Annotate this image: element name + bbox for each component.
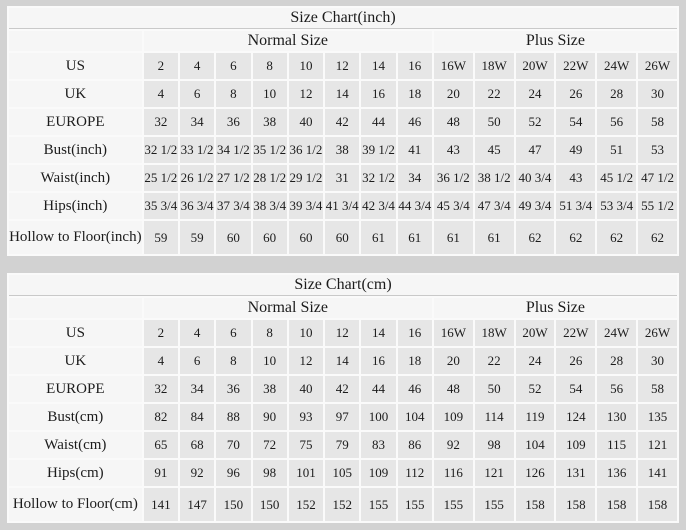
- size-value-cell: 16: [398, 53, 432, 79]
- size-value-cell: 98: [475, 432, 514, 458]
- size-value-cell: 54: [556, 376, 595, 402]
- size-value-cell: 61: [475, 221, 514, 254]
- size-value-cell: 158: [638, 488, 677, 521]
- size-value-cell: 109: [434, 404, 473, 430]
- size-value-cell: 26 1/2: [180, 165, 214, 191]
- size-value-cell: 104: [516, 432, 555, 458]
- size-value-cell: 97: [325, 404, 359, 430]
- group-header: Plus Size: [434, 31, 677, 51]
- row-label: Hollow to Floor(cm): [9, 488, 142, 521]
- size-value-cell: 62: [516, 221, 555, 254]
- size-value-cell: 47 3/4: [475, 193, 514, 219]
- size-value-cell: 91: [144, 460, 178, 486]
- size-value-cell: 56: [597, 109, 636, 135]
- size-value-cell: 40: [289, 376, 323, 402]
- size-value-cell: 90: [253, 404, 287, 430]
- size-value-cell: 24W: [597, 53, 636, 79]
- size-value-cell: 38: [253, 376, 287, 402]
- size-value-cell: 68: [180, 432, 214, 458]
- size-value-cell: 30: [638, 348, 677, 374]
- row-label: Waist(cm): [9, 432, 142, 458]
- size-value-cell: 46: [398, 376, 432, 402]
- size-value-cell: 72: [253, 432, 287, 458]
- size-value-cell: 20: [434, 348, 473, 374]
- size-value-cell: 22W: [556, 53, 595, 79]
- size-value-cell: 44 3/4: [398, 193, 432, 219]
- chart-title-row: [9, 8, 677, 29]
- size-value-cell: 38 1/2: [475, 165, 514, 191]
- size-value-cell: 59: [144, 221, 178, 254]
- size-value-cell: 62: [638, 221, 677, 254]
- size-value-cell: 8: [216, 348, 250, 374]
- size-value-cell: 45: [475, 137, 514, 163]
- size-value-cell: 24W: [597, 320, 636, 346]
- size-value-cell: 48: [434, 376, 473, 402]
- table-row: [9, 320, 677, 346]
- size-value-cell: 150: [253, 488, 287, 521]
- size-value-cell: 6: [180, 348, 214, 374]
- size-value-cell: 45 3/4: [434, 193, 473, 219]
- size-value-cell: 82: [144, 404, 178, 430]
- size-value-cell: 86: [398, 432, 432, 458]
- size-value-cell: 115: [597, 432, 636, 458]
- size-value-cell: 79: [325, 432, 359, 458]
- size-value-cell: 84: [180, 404, 214, 430]
- size-value-cell: 158: [556, 488, 595, 521]
- table-row: [9, 376, 677, 402]
- size-value-cell: 8: [216, 81, 250, 107]
- size-value-cell: 62: [556, 221, 595, 254]
- table-row: [9, 404, 677, 430]
- size-value-cell: 35 3/4: [144, 193, 178, 219]
- size-value-cell: 75: [289, 432, 323, 458]
- size-value-cell: 41: [398, 137, 432, 163]
- size-value-cell: 4: [144, 348, 178, 374]
- size-value-cell: 44: [361, 109, 395, 135]
- corner-cell: [9, 31, 142, 51]
- table-row: [9, 460, 677, 486]
- row-label: UK: [9, 348, 142, 374]
- corner-cell: [9, 298, 142, 318]
- size-value-cell: 6: [216, 320, 250, 346]
- size-value-cell: 14: [361, 320, 395, 346]
- size-value-cell: 141: [144, 488, 178, 521]
- size-value-cell: 121: [638, 432, 677, 458]
- size-value-cell: 38: [253, 109, 287, 135]
- size-value-cell: 93: [289, 404, 323, 430]
- size-value-cell: 60: [325, 221, 359, 254]
- size-value-cell: 10: [253, 81, 287, 107]
- size-value-cell: 36 1/2: [434, 165, 473, 191]
- row-label: Bust(cm): [9, 404, 142, 430]
- size-value-cell: 26W: [638, 53, 677, 79]
- size-value-cell: 14: [325, 81, 359, 107]
- size-value-cell: 58: [638, 376, 677, 402]
- size-value-cell: 126: [516, 460, 555, 486]
- size-value-cell: 70: [216, 432, 250, 458]
- row-label: Hips(inch): [9, 193, 142, 219]
- size-value-cell: 59: [180, 221, 214, 254]
- size-value-cell: 60: [253, 221, 287, 254]
- size-value-cell: 136: [597, 460, 636, 486]
- size-value-cell: 92: [180, 460, 214, 486]
- size-value-cell: 50: [475, 376, 514, 402]
- table-row: [9, 432, 677, 458]
- chart-title: Size Chart(cm): [9, 275, 677, 296]
- size-value-cell: 109: [556, 432, 595, 458]
- size-value-cell: 28: [597, 81, 636, 107]
- group-header: Plus Size: [434, 298, 677, 318]
- size-value-cell: 43: [556, 165, 595, 191]
- size-value-cell: 150: [216, 488, 250, 521]
- size-value-cell: 2: [144, 320, 178, 346]
- size-value-cell: 42 3/4: [361, 193, 395, 219]
- size-value-cell: 92: [434, 432, 473, 458]
- size-value-cell: 16: [361, 348, 395, 374]
- size-value-cell: 38 3/4: [253, 193, 287, 219]
- size-value-cell: 6: [216, 53, 250, 79]
- size-value-cell: 35 1/2: [253, 137, 287, 163]
- chart-title: Size Chart(inch): [9, 8, 677, 29]
- size-value-cell: 32 1/2: [144, 137, 178, 163]
- size-value-cell: 112: [398, 460, 432, 486]
- size-value-cell: 22W: [556, 320, 595, 346]
- size-value-cell: 49 3/4: [516, 193, 555, 219]
- size-value-cell: 53 3/4: [597, 193, 636, 219]
- row-label: EUROPE: [9, 109, 142, 135]
- size-value-cell: 152: [289, 488, 323, 521]
- size-value-cell: 48: [434, 109, 473, 135]
- size-value-cell: 12: [325, 53, 359, 79]
- size-value-cell: 40: [289, 109, 323, 135]
- size-value-cell: 61: [434, 221, 473, 254]
- size-value-cell: 20W: [516, 320, 555, 346]
- size-value-cell: 8: [253, 320, 287, 346]
- size-value-cell: 12: [289, 81, 323, 107]
- size-group-row: [9, 298, 677, 318]
- table-row: [9, 193, 677, 219]
- size-value-cell: 52: [516, 109, 555, 135]
- size-value-cell: 60: [289, 221, 323, 254]
- size-value-cell: 26W: [638, 320, 677, 346]
- table-row: [9, 488, 677, 521]
- size-value-cell: 24: [516, 348, 555, 374]
- size-value-cell: 36 1/2: [289, 137, 323, 163]
- size-value-cell: 36: [216, 109, 250, 135]
- table-row: [9, 137, 677, 163]
- size-value-cell: 124: [556, 404, 595, 430]
- size-value-cell: 51 3/4: [556, 193, 595, 219]
- size-value-cell: 147: [180, 488, 214, 521]
- row-label: US: [9, 320, 142, 346]
- size-value-cell: 119: [516, 404, 555, 430]
- size-value-cell: 114: [475, 404, 514, 430]
- size-value-cell: 10: [289, 53, 323, 79]
- size-value-cell: 36 3/4: [180, 193, 214, 219]
- size-value-cell: 28: [597, 348, 636, 374]
- row-label: UK: [9, 81, 142, 107]
- size-value-cell: 14: [325, 348, 359, 374]
- size-value-cell: 100: [361, 404, 395, 430]
- size-value-cell: 34 1/2: [216, 137, 250, 163]
- size-value-cell: 25 1/2: [144, 165, 178, 191]
- row-label: EUROPE: [9, 376, 142, 402]
- size-value-cell: 39 3/4: [289, 193, 323, 219]
- size-value-cell: 61: [398, 221, 432, 254]
- size-value-cell: 28 1/2: [253, 165, 287, 191]
- size-chart-table-inch: [7, 6, 679, 256]
- size-value-cell: 8: [253, 53, 287, 79]
- size-value-cell: 53: [638, 137, 677, 163]
- size-value-cell: 58: [638, 109, 677, 135]
- group-header: Normal Size: [144, 31, 432, 51]
- size-value-cell: 55 1/2: [638, 193, 677, 219]
- size-value-cell: 12: [289, 348, 323, 374]
- table-row: [9, 221, 677, 254]
- size-value-cell: 34: [398, 165, 432, 191]
- size-value-cell: 31: [325, 165, 359, 191]
- size-value-cell: 96: [216, 460, 250, 486]
- size-value-cell: 61: [361, 221, 395, 254]
- size-value-cell: 54: [556, 109, 595, 135]
- size-value-cell: 30: [638, 81, 677, 107]
- size-value-cell: 20W: [516, 53, 555, 79]
- size-value-cell: 131: [556, 460, 595, 486]
- size-value-cell: 109: [361, 460, 395, 486]
- size-value-cell: 22: [475, 348, 514, 374]
- size-value-cell: 38: [325, 137, 359, 163]
- size-value-cell: 34: [180, 109, 214, 135]
- size-value-cell: 47 1/2: [638, 165, 677, 191]
- size-value-cell: 50: [475, 109, 514, 135]
- size-value-cell: 4: [180, 53, 214, 79]
- size-value-cell: 155: [434, 488, 473, 521]
- size-value-cell: 27 1/2: [216, 165, 250, 191]
- row-label: Waist(inch): [9, 165, 142, 191]
- size-group-row: [9, 31, 677, 51]
- size-value-cell: 56: [597, 376, 636, 402]
- size-value-cell: 83: [361, 432, 395, 458]
- table-row: [9, 109, 677, 135]
- size-value-cell: 2: [144, 53, 178, 79]
- size-value-cell: 49: [556, 137, 595, 163]
- size-value-cell: 41 3/4: [325, 193, 359, 219]
- size-value-cell: 32: [144, 376, 178, 402]
- size-value-cell: 42: [325, 376, 359, 402]
- size-value-cell: 152: [325, 488, 359, 521]
- size-value-cell: 158: [516, 488, 555, 521]
- size-value-cell: 101: [289, 460, 323, 486]
- table-row: [9, 348, 677, 374]
- size-value-cell: 32: [144, 109, 178, 135]
- size-value-cell: 105: [325, 460, 359, 486]
- size-value-cell: 6: [180, 81, 214, 107]
- size-value-cell: 16W: [434, 320, 473, 346]
- size-value-cell: 14: [361, 53, 395, 79]
- size-value-cell: 18: [398, 81, 432, 107]
- size-value-cell: 26: [556, 348, 595, 374]
- size-value-cell: 51: [597, 137, 636, 163]
- size-value-cell: 44: [361, 376, 395, 402]
- size-value-cell: 12: [325, 320, 359, 346]
- size-value-cell: 43: [434, 137, 473, 163]
- size-value-cell: 29 1/2: [289, 165, 323, 191]
- size-value-cell: 141: [638, 460, 677, 486]
- size-value-cell: 155: [398, 488, 432, 521]
- size-value-cell: 18: [398, 348, 432, 374]
- size-value-cell: 16: [398, 320, 432, 346]
- group-header: Normal Size: [144, 298, 432, 318]
- size-value-cell: 16: [361, 81, 395, 107]
- size-value-cell: 135: [638, 404, 677, 430]
- size-value-cell: 155: [475, 488, 514, 521]
- size-value-cell: 62: [597, 221, 636, 254]
- size-value-cell: 37 3/4: [216, 193, 250, 219]
- size-value-cell: 158: [597, 488, 636, 521]
- size-value-cell: 65: [144, 432, 178, 458]
- size-value-cell: 4: [180, 320, 214, 346]
- size-value-cell: 26: [556, 81, 595, 107]
- size-value-cell: 116: [434, 460, 473, 486]
- size-value-cell: 155: [361, 488, 395, 521]
- size-value-cell: 32 1/2: [361, 165, 395, 191]
- size-value-cell: 4: [144, 81, 178, 107]
- table-row: [9, 81, 677, 107]
- row-label: US: [9, 53, 142, 79]
- size-value-cell: 130: [597, 404, 636, 430]
- size-value-cell: 45 1/2: [597, 165, 636, 191]
- size-value-cell: 18W: [475, 320, 514, 346]
- size-value-cell: 40 3/4: [516, 165, 555, 191]
- size-value-cell: 18W: [475, 53, 514, 79]
- size-chart-table-cm: [7, 273, 679, 523]
- size-value-cell: 98: [253, 460, 287, 486]
- size-value-cell: 121: [475, 460, 514, 486]
- table-row: [9, 53, 677, 79]
- size-value-cell: 60: [216, 221, 250, 254]
- size-value-cell: 34: [180, 376, 214, 402]
- row-label: Hips(cm): [9, 460, 142, 486]
- size-value-cell: 46: [398, 109, 432, 135]
- size-value-cell: 52: [516, 376, 555, 402]
- chart-title-row: [9, 275, 677, 296]
- table-row: [9, 165, 677, 191]
- size-value-cell: 42: [325, 109, 359, 135]
- row-label: Hollow to Floor(inch): [9, 221, 142, 254]
- size-value-cell: 36: [216, 376, 250, 402]
- size-value-cell: 20: [434, 81, 473, 107]
- row-label: Bust(inch): [9, 137, 142, 163]
- size-value-cell: 33 1/2: [180, 137, 214, 163]
- size-value-cell: 24: [516, 81, 555, 107]
- size-value-cell: 47: [516, 137, 555, 163]
- size-value-cell: 104: [398, 404, 432, 430]
- size-value-cell: 88: [216, 404, 250, 430]
- size-value-cell: 39 1/2: [361, 137, 395, 163]
- size-value-cell: 10: [253, 348, 287, 374]
- size-value-cell: 10: [289, 320, 323, 346]
- size-value-cell: 22: [475, 81, 514, 107]
- size-value-cell: 16W: [434, 53, 473, 79]
